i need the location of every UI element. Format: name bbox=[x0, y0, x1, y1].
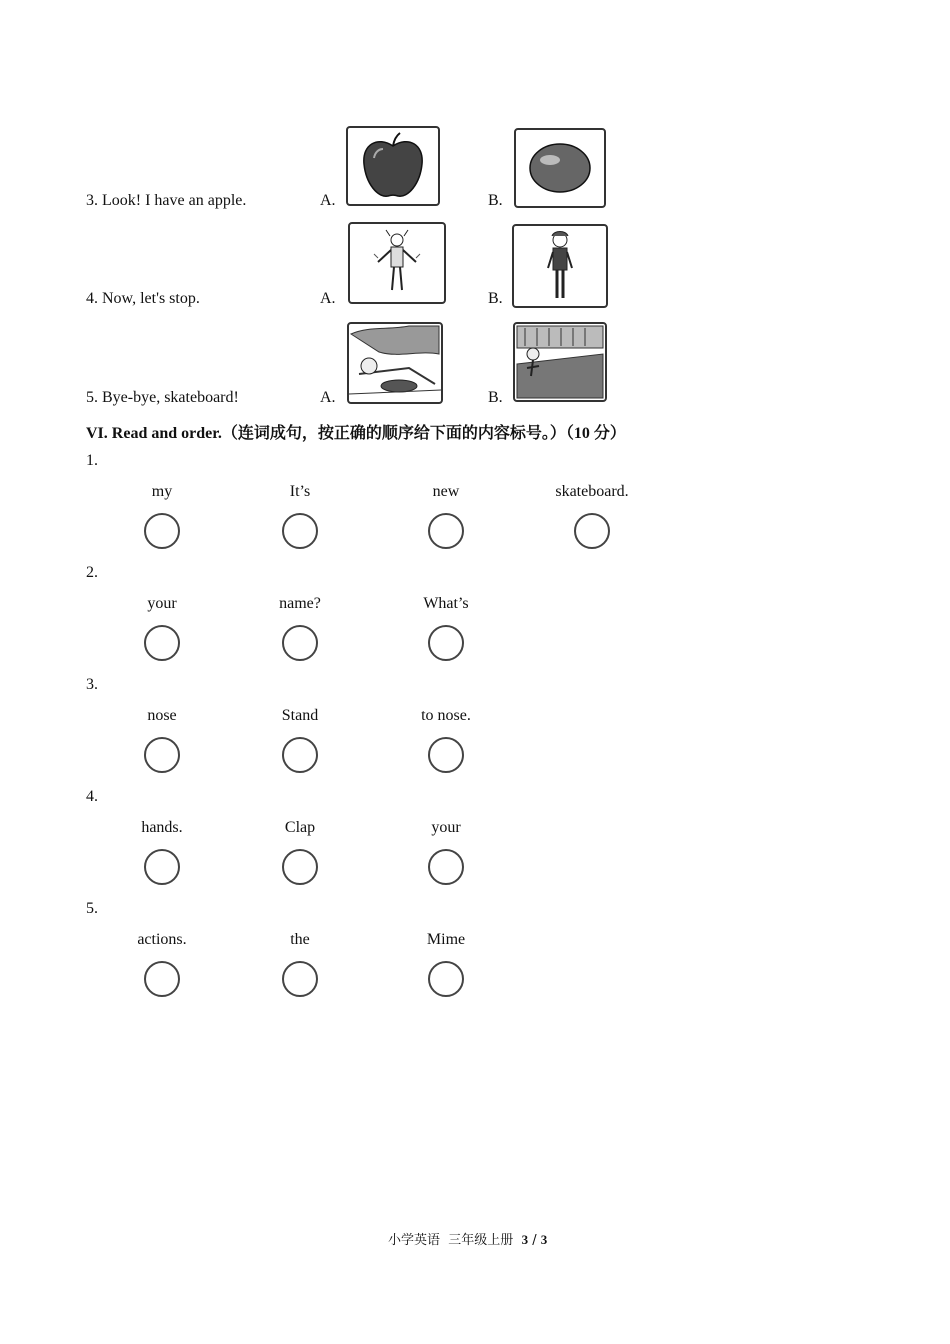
section-title: VI. Read and order.（连词成句，按正确的顺序给下面的内容标号。）（10 分） bbox=[86, 425, 626, 442]
order-answer-circle[interactable] bbox=[144, 849, 180, 885]
word-tile: name? bbox=[279, 595, 321, 612]
order-answer-circle[interactable] bbox=[282, 737, 318, 773]
egg-picture[interactable] bbox=[514, 128, 606, 208]
order-answer-circle[interactable] bbox=[144, 625, 180, 661]
question-text: 5. Bye-bye, skateboard! bbox=[86, 389, 239, 406]
order-answer-circle[interactable] bbox=[144, 737, 180, 773]
girl-standing-picture[interactable] bbox=[512, 224, 608, 308]
question-number: 3. bbox=[86, 676, 98, 693]
order-answer-circle[interactable] bbox=[428, 513, 464, 549]
word-tile: hands. bbox=[141, 819, 183, 836]
question-number: 2. bbox=[86, 564, 98, 581]
word-tile: my bbox=[151, 483, 173, 500]
word-tile: What’s bbox=[423, 595, 469, 612]
footer-page: 3 bbox=[521, 1232, 529, 1247]
order-answer-circle[interactable] bbox=[144, 513, 180, 549]
option-b-label: B. bbox=[488, 192, 503, 209]
question-number: 1. bbox=[86, 452, 98, 469]
word-tile: actions. bbox=[137, 931, 187, 948]
order-answer-circle[interactable] bbox=[144, 961, 180, 997]
order-answer-circle[interactable] bbox=[282, 961, 318, 997]
footer-grade: 三年级上册 bbox=[448, 1233, 514, 1248]
word-tile: your bbox=[147, 595, 177, 612]
word-tile: Stand bbox=[281, 707, 319, 724]
word-tile: to nose. bbox=[421, 707, 471, 724]
order-answer-circle[interactable] bbox=[574, 513, 610, 549]
order-answer-circle[interactable] bbox=[428, 961, 464, 997]
footer-subject: 小学英语 bbox=[388, 1233, 441, 1248]
option-a-label: A. bbox=[320, 192, 336, 209]
option-b-label: B. bbox=[488, 389, 503, 406]
order-answer-circle[interactable] bbox=[428, 737, 464, 773]
order-answer-circle[interactable] bbox=[282, 849, 318, 885]
order-answer-circle[interactable] bbox=[428, 625, 464, 661]
girl-jumping-picture[interactable] bbox=[348, 222, 446, 304]
word-tile: your bbox=[431, 819, 461, 836]
page-footer bbox=[388, 1229, 547, 1248]
question-number: 5. bbox=[86, 900, 98, 917]
word-tile: Mime bbox=[426, 931, 466, 948]
option-a-label: A. bbox=[320, 389, 336, 406]
order-answer-circle[interactable] bbox=[282, 625, 318, 661]
word-tile: Clap bbox=[284, 819, 316, 836]
word-tile: the bbox=[290, 931, 310, 948]
word-tile: new bbox=[432, 483, 460, 500]
question-number: 4. bbox=[86, 788, 98, 805]
question-text: 4. Now, let's stop. bbox=[86, 290, 200, 307]
apple-picture[interactable] bbox=[346, 126, 440, 206]
footer-separator: / bbox=[532, 1233, 537, 1248]
order-answer-circle[interactable] bbox=[428, 849, 464, 885]
skateboard-street-picture[interactable] bbox=[513, 322, 607, 402]
option-b-label: B. bbox=[488, 290, 503, 307]
word-tile: skateboard. bbox=[555, 483, 629, 500]
footer-total: 3 bbox=[540, 1232, 548, 1247]
word-tile: It’s bbox=[289, 483, 311, 500]
question-text: 3. Look! I have an apple. bbox=[86, 192, 247, 209]
order-answer-circle[interactable] bbox=[282, 513, 318, 549]
skateboard-crash-picture[interactable] bbox=[347, 322, 443, 404]
word-tile: nose bbox=[147, 707, 177, 724]
option-a-label: A. bbox=[320, 290, 336, 307]
